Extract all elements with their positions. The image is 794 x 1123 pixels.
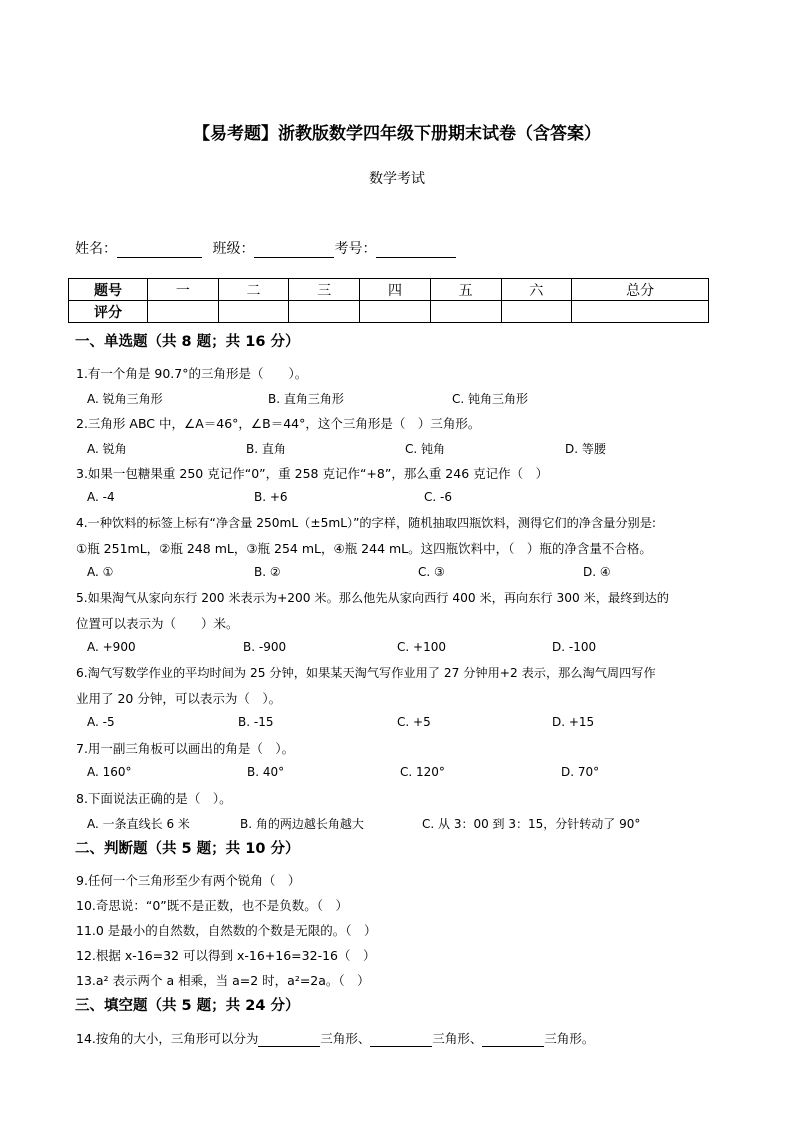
question-2: 2.三角形 ABC 中，∠A＝46°，∠B＝44°，这个三角形是（ ）三角形。 [76,416,481,431]
q1-option-a[interactable]: A. 锐角三角形 [87,392,163,406]
q1-option-b[interactable]: B. 直角三角形 [268,392,344,406]
score-cell[interactable] [572,301,709,323]
score-header-cell: 总分 [572,279,709,301]
name-blank[interactable] [117,243,202,258]
question-6-line-1: 6.淘气写数学作业的平均时间为 25 分钟，如果某天淘气写作业用了 27 分钟用+2 表示，那么淘气周四写作 [76,666,656,680]
question-13: 13.a² 表示两个 a 相乘，当 a=2 时，a²=2a。（ ） [76,973,370,988]
q2-option-a[interactable]: A. 锐角 [87,442,127,456]
question-9: 9.任何一个三角形至少有两个锐角（ ） [76,873,301,888]
score-table-header-row [69,279,709,301]
score-header-cell: 六 [501,279,572,301]
number-label: 考号： [334,241,377,257]
q2-option-d[interactable]: D. 等腰 [565,442,606,456]
class-blank[interactable] [254,243,334,258]
q14-blank-1[interactable] [258,1032,320,1047]
q3-option-b[interactable]: B. +6 [254,490,288,504]
score-cell[interactable] [218,301,289,323]
question-8: 8.下面说法正确的是（ ）。 [76,791,232,806]
q8-option-a[interactable]: A. 一条直线长 6 米 [87,817,190,831]
q7-option-d[interactable]: D. 70° [561,765,600,779]
score-cell[interactable] [501,301,572,323]
question-11: 11.0 是最小的自然数，自然数的个数是无限的。（ ） [76,923,377,938]
q4-option-c[interactable]: C. ③ [418,565,445,579]
q6-option-a[interactable]: A. -5 [87,715,115,729]
q8-option-c[interactable]: C. 从 3：00 到 3：15，分针转动了 90° [422,817,641,831]
question-12: 12.根据 x-16=32 可以得到 x-16+16=32-16（ ） [76,948,376,963]
question-5-line-1: 5.如果淘气从家向东行 200 米表示为+200 米。那么他先从家向西行 400 米，再向东行 300 米，最终到达的 [76,591,669,605]
q14-text-2: 三角形、 [320,1031,371,1046]
q14-blank-3[interactable] [482,1032,544,1047]
score-header-cell: 题号 [69,279,148,301]
score-header-cell: 四 [360,279,431,301]
q14-text-1: 14.按角的大小，三角形可以分为 [76,1031,259,1046]
q14-blank-2[interactable] [370,1032,432,1047]
q1-option-c[interactable]: C. 钝角三角形 [452,392,529,406]
exam-subtitle: 数学考试 [369,171,425,187]
score-header-cell: 三 [289,279,360,301]
q14-text-3: 三角形、 [432,1031,483,1046]
score-cell[interactable] [430,301,501,323]
q5-option-a[interactable]: A. +900 [87,640,136,654]
score-cell[interactable] [360,301,431,323]
question-1: 1.有一个角是 90.7°的三角形是（ ）。 [76,366,308,381]
q6-option-b[interactable]: B. -15 [238,715,274,729]
exam-title: 【易考题】浙教版数学四年级下册期末试卷（含答案） [193,124,601,144]
q7-option-b[interactable]: B. 40° [247,765,285,779]
q5-option-b[interactable]: B. -900 [243,640,287,654]
q3-option-c[interactable]: C. -6 [424,490,452,504]
score-header-cell: 五 [430,279,501,301]
q7-option-a[interactable]: A. 160° [87,765,132,779]
score-cell[interactable] [289,301,360,323]
score-header-cell: 二 [218,279,289,301]
section-heading-fill: 三、填空题（共 5 题；共 24 分） [75,998,300,1014]
q4-option-a[interactable]: A. ① [87,565,114,579]
number-blank[interactable] [376,243,456,258]
name-label: 姓名： [75,241,117,257]
question-14 [76,1029,594,1047]
section-heading-judgement: 二、判断题（共 5 题；共 10 分） [75,841,300,857]
q14-text-4: 三角形。 [544,1031,595,1046]
question-6-line-2: 业用了 20 分钟，可以表示为（ ）。 [76,691,282,706]
q5-option-d[interactable]: D. -100 [552,640,597,654]
section-heading-choice: 一、单选题（共 8 题；共 16 分） [75,334,300,350]
question-4-line-1: 4.一种饮料的标签上标有“净含量 250mL（±5mL）”的字样，随机抽取四瓶饮料，测得它们的净含量分别是: [76,516,657,530]
class-label: 班级： [212,241,255,257]
q2-option-b[interactable]: B. 直角 [246,442,286,456]
student-info [75,238,456,258]
score-header-cell: 一 [148,279,219,301]
score-table [68,278,709,323]
question-3: 3.如果一包糖果重 250 克记作“0”，重 258 克记作“+8”，那么重 246 克记作（ ） [76,466,549,481]
q2-option-c[interactable]: C. 钝角 [405,442,446,456]
q4-option-d[interactable]: D. ④ [583,565,611,579]
q4-option-b[interactable]: B. ② [254,565,281,579]
question-5-line-2: 位置可以表示为（ ）米。 [76,616,239,631]
q6-option-d[interactable]: D. +15 [552,715,595,729]
q6-option-c[interactable]: C. +5 [397,715,431,729]
score-table-score-row [69,301,709,323]
q3-option-a[interactable]: A. -4 [87,490,115,504]
score-cell[interactable] [148,301,219,323]
q8-option-b[interactable]: B. 角的两边越长角越大 [240,817,364,831]
q5-option-c[interactable]: C. +100 [397,640,446,654]
score-row-label: 评分 [69,301,148,323]
question-4-line-2: ①瓶 251mL，②瓶 248 mL，③瓶 254 mL，④瓶 244 mL。这四瓶饮料中，（ ）瓶的净含量不合格。 [76,541,652,556]
question-10: 10.奇思说：“0”既不是正数，也不是负数。（ ） [76,898,349,913]
question-7: 7.用一副三角板可以画出的角是（ ）。 [76,741,295,756]
q7-option-c[interactable]: C. 120° [400,765,445,779]
